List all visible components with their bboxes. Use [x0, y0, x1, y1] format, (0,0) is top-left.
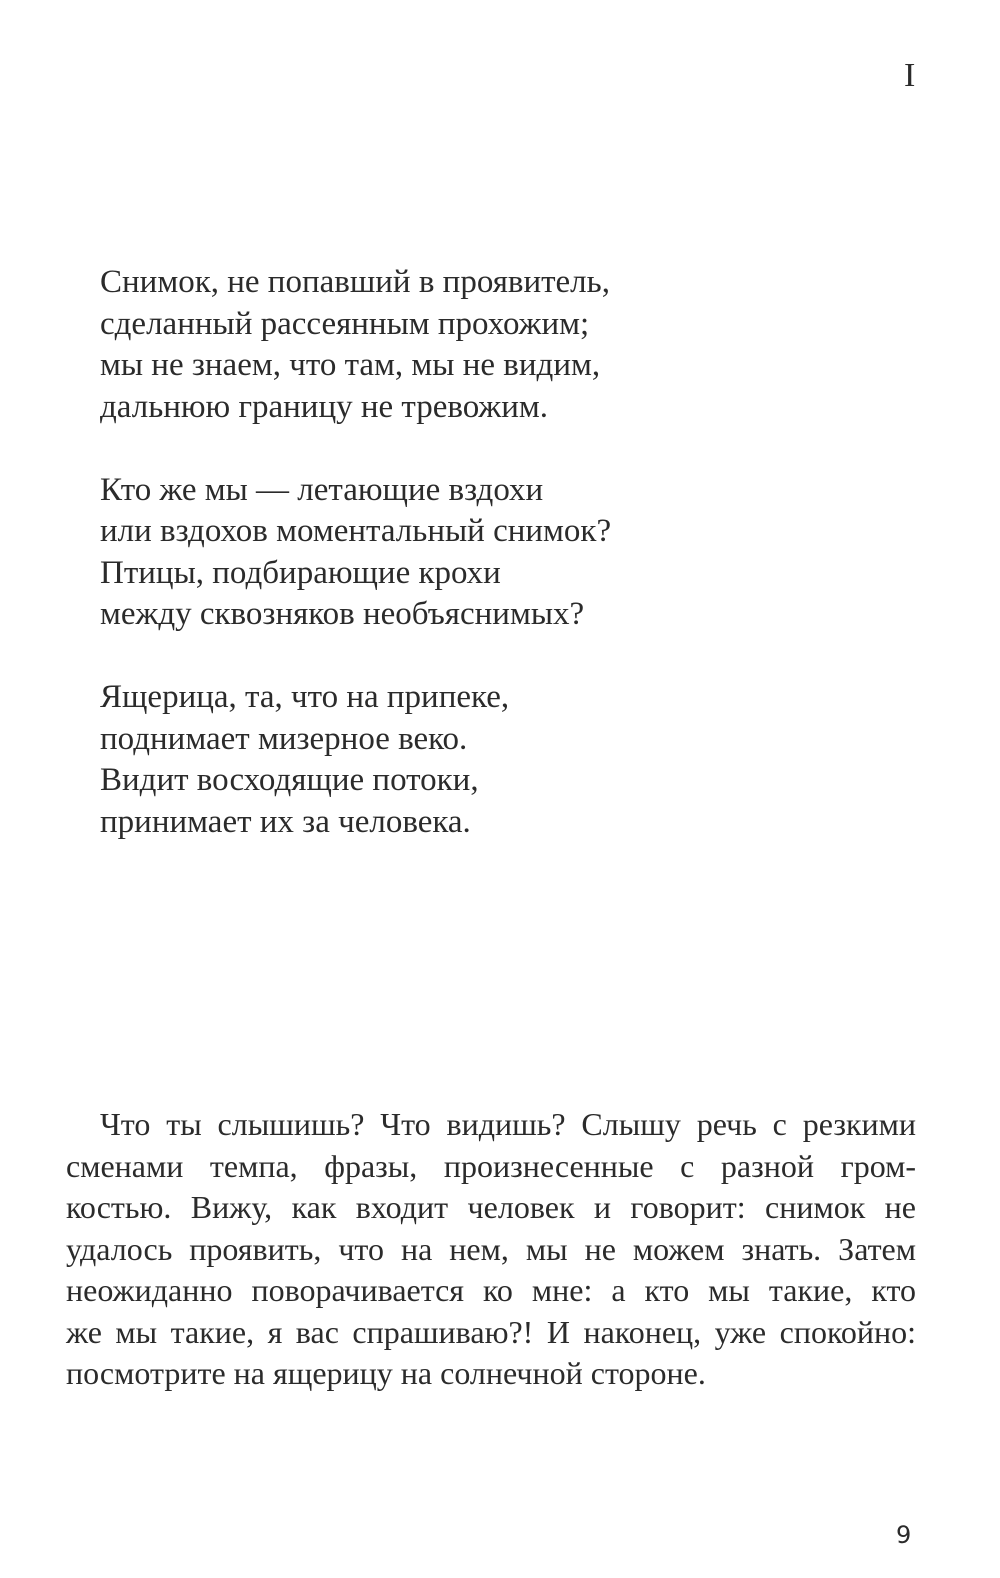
prose-paragraph — [66, 1104, 916, 1395]
poem-line: дальнюю границу не тревожим. — [100, 388, 549, 425]
stanza-1 — [100, 262, 800, 428]
poem-line: сделанный рассеянным прохожим; — [100, 305, 590, 342]
poem-line: между сквозняков необъяснимых? — [100, 596, 585, 632]
prose-line: костью. Вижу, как входит человек и говорит: снимок не — [66, 1189, 916, 1225]
poem-line: Видит восходящие потоки, — [100, 762, 479, 798]
poem-line: поднимает мизерное веко. — [100, 720, 468, 757]
poem-line: принимает их за человека. — [100, 803, 471, 840]
poem-line: Кто же мы — летающие вздохи — [100, 471, 544, 508]
prose-line: же мы такие, я вас спрашиваю?! И наконец, уже спокойно: — [66, 1313, 916, 1350]
poem — [100, 262, 800, 843]
page-number: 9 — [896, 1521, 912, 1549]
stanza-2 — [100, 470, 800, 636]
poem-line: мы не знаем, что там, мы не видим, — [100, 347, 601, 383]
poem-line: Птицы, подбирающие крохи — [100, 554, 501, 591]
section-numeral: I — [904, 57, 916, 94]
poem-line: Ящерица, та, что на припеке, — [100, 679, 510, 715]
poem-line: Снимок, не попавший в проявитель, — [100, 264, 610, 300]
prose-line: посмотрите на ящерицу на солнечной стороне. — [66, 1355, 706, 1391]
prose-line: Что ты слышишь? Что видишь? Слышу речь с резкими — [100, 1106, 916, 1142]
prose-line: удалось проявить, что на нем, мы не можем знать. Затем — [66, 1230, 916, 1267]
prose-line: сменами темпа, фразы, произнесенные с разной гром- — [66, 1147, 916, 1184]
poem-line: или вздохов моментальный снимок? — [100, 513, 612, 549]
prose-line: неожиданно поворачивается ко мне: а кто мы такие, кто — [66, 1272, 916, 1308]
stanza-3 — [100, 677, 800, 843]
